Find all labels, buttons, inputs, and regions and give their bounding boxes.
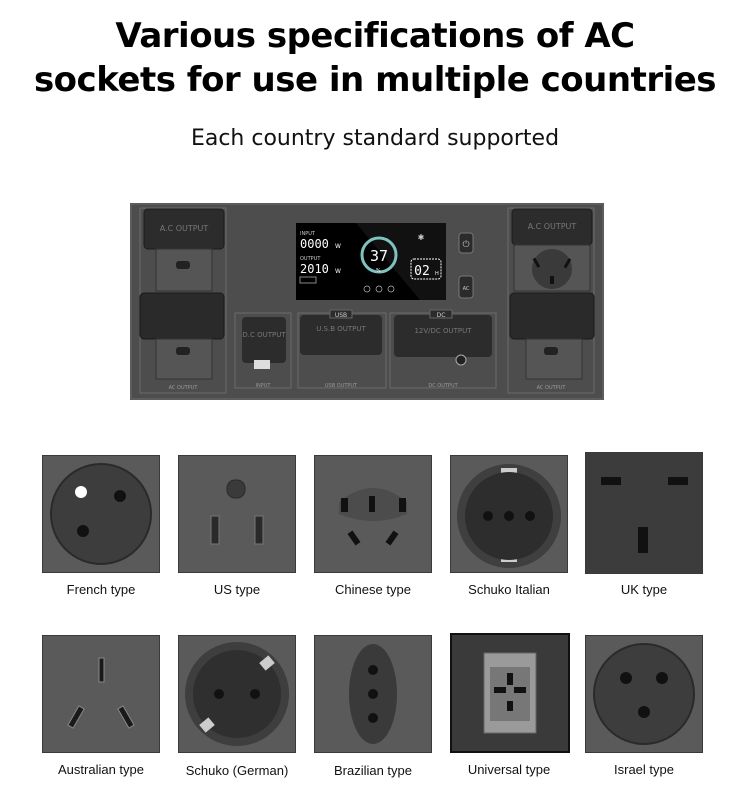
svg-text:12V/DC OUTPUT: 12V/DC OUTPUT	[414, 327, 472, 335]
display-output-label: OUTPUT	[300, 256, 321, 262]
socket-card-israel	[585, 635, 703, 753]
socket-label: Australian type	[58, 762, 144, 777]
socket-card-schuko-italian	[450, 455, 568, 573]
svg-text:A.C OUTPUT: A.C OUTPUT	[527, 222, 577, 231]
dc-cover	[394, 315, 492, 357]
us-socket-icon	[179, 456, 295, 572]
socket-card-uk	[585, 452, 703, 574]
input-port	[254, 360, 270, 369]
australian-socket-icon	[43, 636, 159, 752]
power-station-panel	[130, 203, 604, 400]
power-button[interactable]	[459, 233, 473, 253]
chinese-socket-icon	[315, 456, 431, 572]
display-time-value: 02	[414, 264, 430, 279]
ac-button-label: AC	[462, 286, 470, 292]
svg-text:%: %	[376, 268, 381, 274]
socket-card-australian	[42, 635, 160, 753]
socket-card-brazilian	[314, 635, 432, 753]
dc-tab-label: DC	[436, 312, 446, 319]
uk-socket-icon	[586, 453, 702, 573]
input-cover	[242, 317, 286, 363]
french-socket-icon	[43, 456, 159, 572]
socket-label: US type	[213, 582, 261, 597]
svg-text:H: H	[435, 271, 439, 277]
socket-card-chinese	[314, 455, 432, 573]
socket-label: Schuko (German)	[185, 763, 289, 778]
socket-card-schuko-german	[178, 635, 296, 753]
svg-text:W: W	[335, 268, 341, 275]
page-title	[0, 14, 750, 102]
socket-card-us	[178, 455, 296, 573]
usb-output-label: USB OUTPUT	[324, 383, 358, 389]
svg-text:D.C OUTPUT: D.C OUTPUT	[242, 331, 286, 339]
socket-label: Israel type	[614, 762, 674, 777]
schuko-italian-socket-icon	[451, 456, 567, 572]
power-icon: ⏻	[462, 239, 470, 249]
dc-output-label: DC OUTPUT	[428, 383, 458, 389]
input-label: INPUT	[255, 383, 271, 389]
usb-cover	[300, 315, 382, 355]
svg-text:W: W	[335, 243, 341, 250]
socket-label: Brazilian type	[333, 763, 413, 778]
battery-percent: 37	[369, 247, 389, 265]
socket-card-french	[42, 455, 160, 573]
ac-button[interactable]	[459, 276, 473, 298]
socket-label: UK type	[620, 582, 668, 597]
page-subtitle: Each country standard supported	[190, 126, 560, 151]
schuko-german-socket-icon	[179, 636, 295, 752]
svg-text:U.S.B OUTPUT: U.S.B OUTPUT	[316, 325, 366, 333]
display-input-value: 0000	[300, 237, 329, 251]
ac-socket-cover-top-left	[144, 209, 224, 291]
brazilian-socket-icon	[315, 636, 431, 752]
title-line-2: sockets for use in multiple countries	[33, 60, 717, 100]
socket-label: French type	[66, 582, 136, 597]
bluetooth-icon: ✱	[417, 233, 425, 242]
ac-cover-label: A.C OUTPUT	[159, 224, 209, 233]
socket-label: Universal type	[467, 762, 551, 777]
title-line-1: Various specifications of AC	[115, 16, 635, 56]
socket-label: Chinese type	[335, 582, 411, 597]
universal-socket-icon	[452, 635, 568, 751]
socket-label: Schuko Italian	[468, 582, 550, 597]
israel-socket-icon	[586, 636, 702, 752]
display-input-label: INPUT	[300, 231, 315, 237]
ac-output-right-label: AC OUTPUT	[536, 385, 566, 391]
ac-socket-cover-top-right	[512, 209, 592, 291]
usb-tab-label: USB	[334, 312, 348, 319]
display-output-value: 2010	[300, 262, 329, 276]
socket-card-universal	[450, 633, 570, 753]
ac-output-left-label: AC OUTPUT	[168, 385, 198, 391]
